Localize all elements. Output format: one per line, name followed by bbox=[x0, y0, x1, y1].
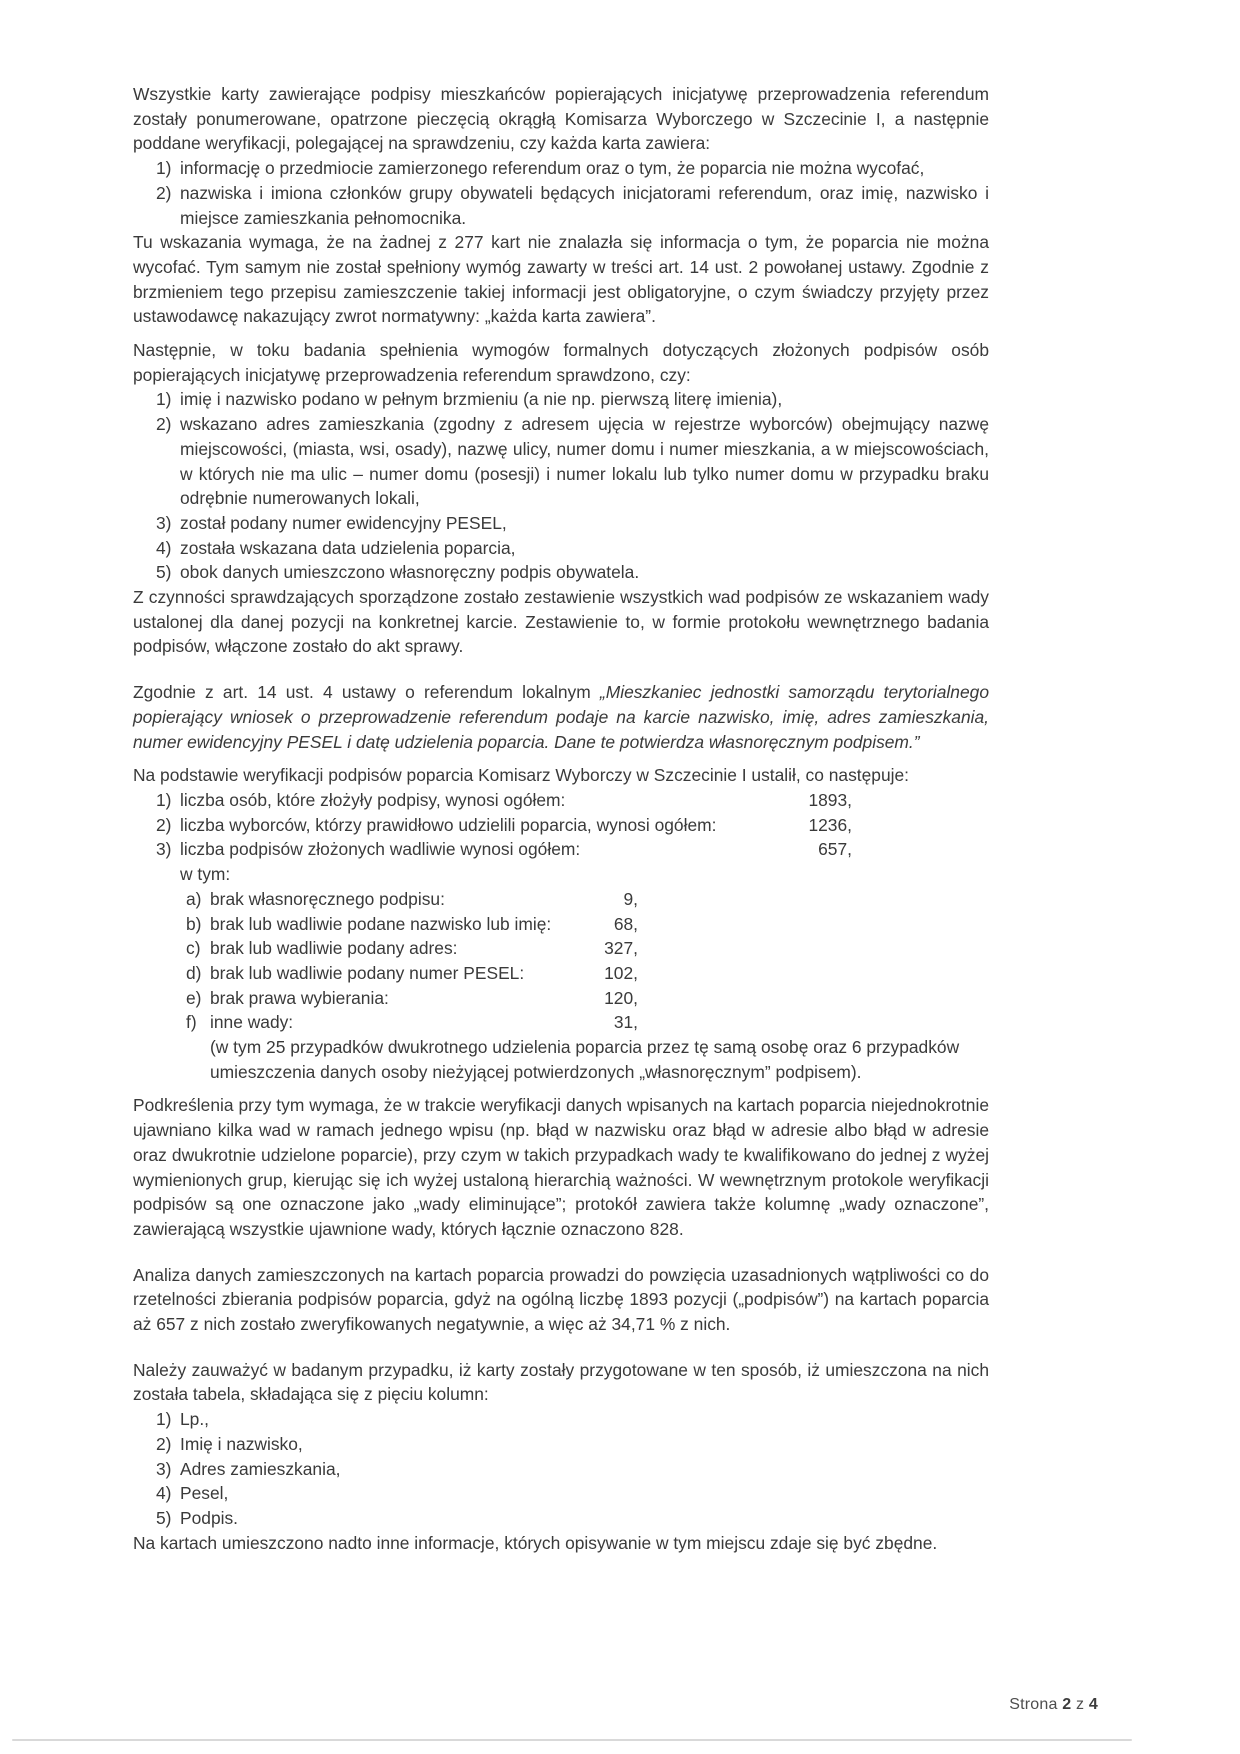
stat-label: brak lub wadliwie podane nazwisko lub imię: bbox=[210, 913, 552, 934]
item-number: 2) bbox=[156, 182, 172, 203]
item-text: wskazano adres zamieszkania (zgodny z adresem ujęcia w rejestrze wyborców) obejmujący nazwę miejscowości, (miasta, wsi, osady), nazwę ulicy, numer domu i numer mieszkania, a w miejscowościach, w których nie ma ulic – numer domu (posesji) i numer lokalu lub tylko numer domu w przypadku braku odrębnie numerowanych lokali, bbox=[180, 414, 989, 509]
list-item bbox=[133, 1481, 989, 1506]
paragraph-nastepnie: Następnie, w toku badania spełnienia wymogów formalnych dotyczących złożonych podpisów osób popierających inicjatywę przeprowadzenia referendum sprawdzono, czy: bbox=[133, 340, 989, 385]
stat-value: 657, bbox=[818, 839, 852, 860]
requirements-list bbox=[133, 156, 989, 230]
paragraph-podkreslenia: Podkreślenia przy tym wymaga, że w trakcie weryfikacji danych wpisanych na kartach poparcia niejednokrotnie ujawniano kilka wad w ramach jednego wpisu (np. błąd w nazwisku oraz błąd w adresie albo błąd w adresie oraz dwukrotnie udzielone poparcie), przy czym w takich przypadkach wady te kwalifikowano do jednej z wyżej wymienionych grup, kierując się ich wyżej ustaloną hierarchią ważności. W wewnętrznym protokole weryfikacji podpisów są one oznaczone jako „wady eliminujące”; protokół zawiera także kolumnę „wady oznaczone”, zawierającą wszystkie ujawnione wady, których łącznie oznaczono 828. bbox=[133, 1095, 989, 1239]
stats-sublist bbox=[133, 887, 989, 1035]
item-number: 1) bbox=[156, 1409, 172, 1430]
stat-row bbox=[133, 813, 852, 838]
paragraph-na-podstawie: Na podstawie weryfikacji podpisów poparcia Komisarz Wyborczy w Szczecinie I ustalił, co następuje: bbox=[133, 765, 909, 786]
list-item bbox=[133, 560, 989, 585]
item-text: imię i nazwisko podano w pełnym brzmieniu (a nie np. pierwszą literę imienia), bbox=[180, 389, 783, 410]
list-item bbox=[133, 1432, 989, 1457]
stat-row bbox=[133, 912, 638, 937]
stat-number: d) bbox=[186, 962, 202, 983]
item-text: Adres zamieszkania, bbox=[180, 1458, 341, 1479]
list-item bbox=[133, 181, 989, 230]
stat-number: c) bbox=[186, 938, 201, 959]
stat-value: 9, bbox=[623, 888, 638, 909]
item-text: nazwiska i imiona członków grupy obywateli będących inicjatorami referendum, oraz imię, nazwisko i miejsce zamieszkania pełnomocnika. bbox=[180, 182, 989, 228]
page-footer bbox=[0, 1696, 1098, 1714]
stat-row bbox=[133, 837, 852, 862]
stat-value: 102, bbox=[604, 962, 638, 983]
stat-value: 31, bbox=[613, 1012, 638, 1033]
footer-page-number: 2 bbox=[1062, 1696, 1072, 1713]
item-text: został podany numer ewidencyjny PESEL, bbox=[180, 512, 507, 533]
stat-label: brak lub wadliwie podany numer PESEL: bbox=[210, 962, 525, 983]
item-number: 3) bbox=[156, 512, 172, 533]
stat-number: 3) bbox=[156, 839, 172, 860]
stat-label: liczba osób, które złożyły podpisy, wynosi ogółem: bbox=[180, 789, 566, 810]
item-number: 4) bbox=[156, 1483, 172, 1504]
item-number: 2) bbox=[156, 1433, 172, 1454]
item-text: została wskazana data udzielenia poparcia, bbox=[180, 537, 516, 558]
item-number: 3) bbox=[156, 1458, 172, 1479]
stat-label: liczba podpisów złożonych wadliwie wynosi ogółem: bbox=[180, 839, 581, 860]
paragraph-277-karty: Tu wskazania wymaga, że na żadnej z 277 kart nie znalazła się informacja o tym, że poparcia nie można wycofać. Tym samym nie został spełniony wymóg zawarty w treści art. 14 ust. 2 powołanej ustawy. Zgodnie z brzmieniem tego przepisu zamieszczenie takiej informacji jest obligatoryjne, o czym świadczy przyjęty przez ustawodawcę nakazujący zwrot normatywny: „każda karta zawiera”. bbox=[133, 232, 989, 327]
stat-number: a) bbox=[186, 888, 202, 909]
footer-separator: z bbox=[1076, 1696, 1085, 1713]
item-number: 5) bbox=[156, 1507, 172, 1528]
stat-row bbox=[133, 986, 638, 1011]
stat-value: 68, bbox=[613, 913, 638, 934]
list-item bbox=[133, 1457, 989, 1482]
stat-row bbox=[133, 887, 638, 912]
item-text: Imię i nazwisko, bbox=[180, 1433, 303, 1454]
paragraph-zestawienie: Z czynności sprawdzających sporządzone zostało zestawienie wszystkich wad podpisów ze wskazaniem wady ustalonej dla danej pozycji na konkretnej karcie. Zestawienie to, w formie protokołu wewnętrznego badania podpisów, włączone zostało do akt sprawy. bbox=[133, 587, 989, 657]
stat-row bbox=[133, 936, 638, 961]
stat-label: brak lub wadliwie podany adres: bbox=[210, 938, 458, 959]
paragraph-intro: Wszystkie karty zawierające podpisy mieszkańców popierających inicjatywę przeprowadzenia referendum zostały ponumerowane, opatrzone pieczęcią okrągłą Komisarza Wyborczego w Szczecinie I, a następnie poddane weryfikacji, polegającej na sprawdzeniu, czy każda karta zawiera: bbox=[133, 84, 989, 154]
footer-total: 4 bbox=[1088, 1696, 1098, 1713]
list-item bbox=[133, 1407, 989, 1432]
list-item bbox=[133, 1506, 989, 1531]
paragraph-nalezy: Należy zauważyć w badanym przypadku, iż karty zostały przygotowane w ten sposób, iż umieszczona na nich została tabela, składająca się z pięciu kolumn: bbox=[133, 1359, 989, 1405]
stat-value: 327, bbox=[604, 938, 638, 959]
stat-number: 1) bbox=[156, 789, 172, 810]
paragraph-analiza: Analiza danych zamieszczonych na kartach poparcia prowadzi do powzięcia uzasadnionych wątpliwości co do rzetelności zbierania podpisów poparcia, gdyż na ogólną liczbę 1893 pozycji („podpisów”) na kartach poparcia aż 657 z nich zostało zweryfikowanych negatywnie, a więc aż 34,71 % z nich. bbox=[133, 1264, 989, 1335]
item-number: 1) bbox=[156, 389, 172, 410]
list-item bbox=[133, 387, 989, 412]
stat-label: brak prawa wybierania: bbox=[210, 987, 389, 1008]
stats-list bbox=[133, 788, 989, 1084]
item-text: Lp., bbox=[180, 1409, 210, 1430]
stat-number: f) bbox=[186, 1012, 197, 1033]
stat-value: 1893, bbox=[808, 789, 852, 810]
item-text: informację o przedmiocie zamierzonego referendum oraz o tym, że poparcia nie można wycofać, bbox=[180, 158, 925, 179]
stat-value: 120, bbox=[604, 987, 638, 1008]
stat-value: 1236, bbox=[808, 814, 852, 835]
stat-label: brak własnoręcznego podpisu: bbox=[210, 888, 445, 909]
columns-list bbox=[133, 1407, 989, 1531]
stat-number: b) bbox=[186, 913, 202, 934]
checks-list bbox=[133, 387, 989, 585]
w-tym-label: w tym: bbox=[180, 864, 231, 885]
page-content bbox=[133, 82, 989, 1555]
stat-number: e) bbox=[186, 987, 202, 1008]
item-text: obok danych umieszczono własnoręczny podpis obywatela. bbox=[180, 562, 640, 583]
item-number: 2) bbox=[156, 414, 172, 435]
item-text: Podpis. bbox=[180, 1507, 239, 1528]
bottom-divider bbox=[12, 1739, 1132, 1741]
item-number: 4) bbox=[156, 537, 172, 558]
paragraph-na-kartach: Na kartach umieszczono nadto inne informacje, których opisywanie w tym miejscu zdaje się być zbędne. bbox=[133, 1532, 938, 1553]
quote-lead: Zgodnie z art. 14 ust. 4 ustawy o referendum lokalnym bbox=[133, 682, 600, 703]
stat-row bbox=[133, 961, 638, 986]
stat-row bbox=[133, 788, 852, 813]
stat-number: 2) bbox=[156, 814, 172, 835]
stat-label: liczba wyborców, którzy prawidłowo udzielili poparcia, wynosi ogółem: bbox=[180, 814, 717, 835]
item-number: 5) bbox=[156, 562, 172, 583]
stat-label: inne wady: bbox=[210, 1012, 294, 1033]
list-item bbox=[133, 412, 989, 511]
quote-italic: „Mieszkaniec jednostki samorządu terytorialnego popierający wniosek o przeprowadzenie referendum podaje na karcie nazwisko, imię, adres zamieszkania, numer ewidencyjny PESEL i datę udzielenia poparcia. Dane te potwierdza własnoręcznym podpisem.” bbox=[133, 682, 989, 752]
stat-row bbox=[133, 1010, 638, 1035]
footer-page-label: Strona bbox=[1009, 1696, 1058, 1713]
item-text: Pesel, bbox=[180, 1483, 229, 1504]
item-number: 1) bbox=[156, 158, 172, 179]
stats-note: (w tym 25 przypadków dwukrotnego udzielenia poparcia przez tę samą osobę oraz 6 przypadków umieszczenia danych osoby nieżyjącej potwierdzonych „własnoręcznym” podpisem). bbox=[210, 1037, 960, 1082]
list-item bbox=[133, 156, 989, 181]
list-item bbox=[133, 536, 989, 561]
list-item bbox=[133, 511, 989, 536]
paragraph-quote bbox=[133, 680, 989, 754]
